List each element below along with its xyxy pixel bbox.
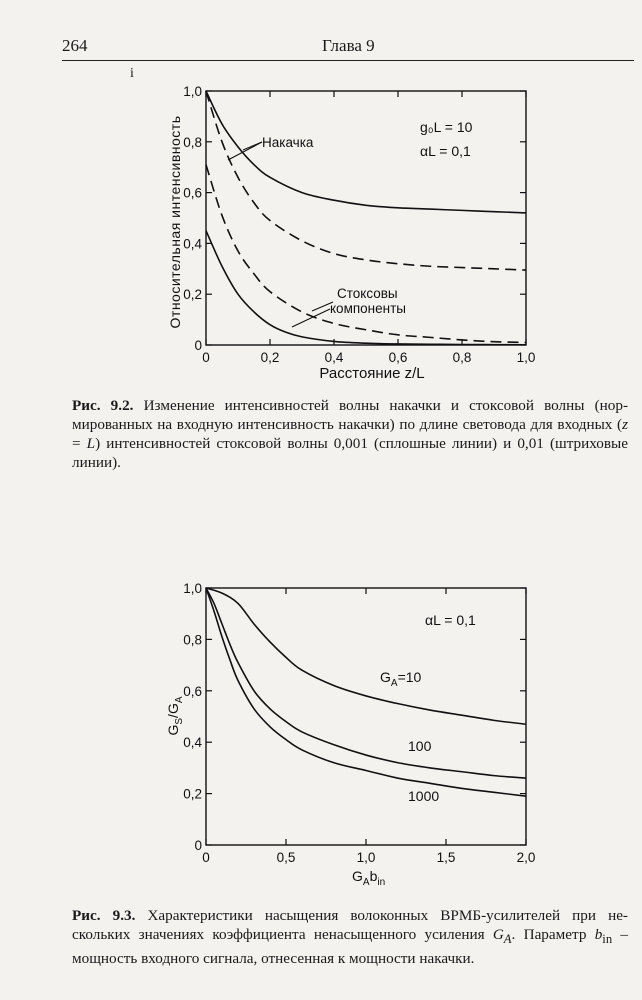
caption-math-op: = <box>72 435 87 452</box>
series-line-0-0 <box>206 91 526 213</box>
caption-math: G <box>492 926 504 943</box>
stokes-leader-2 <box>292 309 330 327</box>
caption-line: ) интенсивностей стоксовой волны 0,001 (сплошные линии) <box>95 435 498 452</box>
figure-9-3-caption <box>72 906 628 968</box>
caption-line: и 0,01 (штриховые линии). <box>72 435 628 471</box>
caption-math-sub: A <box>503 932 512 947</box>
y-tick-label: 0,6 <box>183 185 202 201</box>
x-tick-label: 0 <box>202 850 210 865</box>
caption-line: Характеристики насыщения волоконных ВРМБ-усилителей при не- <box>147 907 628 924</box>
series-label-100: 100 <box>408 738 432 754</box>
caption-line: скольких значениях коэффициента ненасыщенного усиления <box>72 926 493 943</box>
x-axis-label: $G_Ab_{in}$ <box>352 868 386 888</box>
y-tick-label: 1,0 <box>183 581 202 596</box>
param-g0l: g₀L = 10 <box>420 119 473 135</box>
caption-math: z <box>622 416 628 433</box>
caption-line: входных ( <box>557 416 623 433</box>
y-tick-label: 0,2 <box>183 786 202 802</box>
series-line-1-0 <box>206 588 526 724</box>
x-tick-label: 1,0 <box>356 850 376 865</box>
y-tick-label: 0,8 <box>183 632 202 648</box>
y-tick-label: 0 <box>194 338 202 353</box>
caption-line: . Параметр <box>511 926 587 943</box>
pump-annotation: Накачка <box>262 135 314 150</box>
pump-leader-2 <box>228 142 262 160</box>
series-label-ga10: $G_A=10$ <box>380 669 422 689</box>
stokes-annotation-line2: компоненты <box>330 301 406 316</box>
x-axis-label-main <box>319 365 424 382</box>
x-tick-label: 0 <box>202 350 210 365</box>
plot-frame <box>206 588 526 845</box>
x-tick-label: 1,0 <box>516 350 536 365</box>
param-alphal: αL = 0,1 <box>420 143 471 159</box>
caption-label: Рис. 9.2. <box>72 397 134 414</box>
x-tick-label: 0,5 <box>276 850 296 865</box>
series-label-1000: 1000 <box>408 788 440 804</box>
caption-line: мированных на входную интенсивность накачки) по длине световода для <box>72 416 553 433</box>
caption-line: Изменение интенсивностей волны накачки и стоксовой волны (нор- <box>143 397 629 414</box>
param-alphal: αL = 0,1 <box>425 612 476 628</box>
series-line-0-1 <box>206 91 526 270</box>
x-axis-label: Расстояние z/L <box>319 365 425 382</box>
x-tick-label: 0,2 <box>260 350 280 365</box>
x-tick-label: 2,0 <box>516 850 536 865</box>
y-tick-label: 0,2 <box>183 287 202 303</box>
figure-9-2-chart <box>0 0 642 400</box>
caption-math: b <box>594 926 603 943</box>
y-tick-label: 0,6 <box>183 683 202 699</box>
y-tick-label: 1,0 <box>183 84 202 99</box>
y-tick-label: 0,8 <box>183 134 202 150</box>
margin-mark: i <box>130 66 134 81</box>
y-tick-label: 0,4 <box>183 735 202 751</box>
x-tick-label: 0,4 <box>324 350 344 365</box>
page-number: 264 <box>62 36 88 55</box>
x-tick-label: 0,8 <box>452 350 472 365</box>
figure-9-3-chart <box>0 560 642 900</box>
x-tick-label: 1,5 <box>436 850 456 865</box>
caption-math: L <box>86 435 96 452</box>
chapter-title: Глава 9 <box>322 36 375 55</box>
series-line-1-1 <box>206 588 526 778</box>
caption-math-sub: in <box>602 932 613 947</box>
caption-label: Рис. 9.3. <box>72 907 136 924</box>
x-tick-label: 0,6 <box>388 350 408 365</box>
y-tick-label: 0,4 <box>183 236 202 252</box>
stokes-annotation-line1: Стоксовы <box>337 286 398 301</box>
y-axis-label: $G_S/G_A$ <box>165 696 185 736</box>
figure-9-2-caption <box>72 396 628 472</box>
y-tick-label: 0 <box>194 838 202 853</box>
caption-line: – мощность входного сигнала, отнесенная к мощности накачки. <box>72 926 629 968</box>
y-axis-label: Относительная интенсивность <box>167 115 183 329</box>
